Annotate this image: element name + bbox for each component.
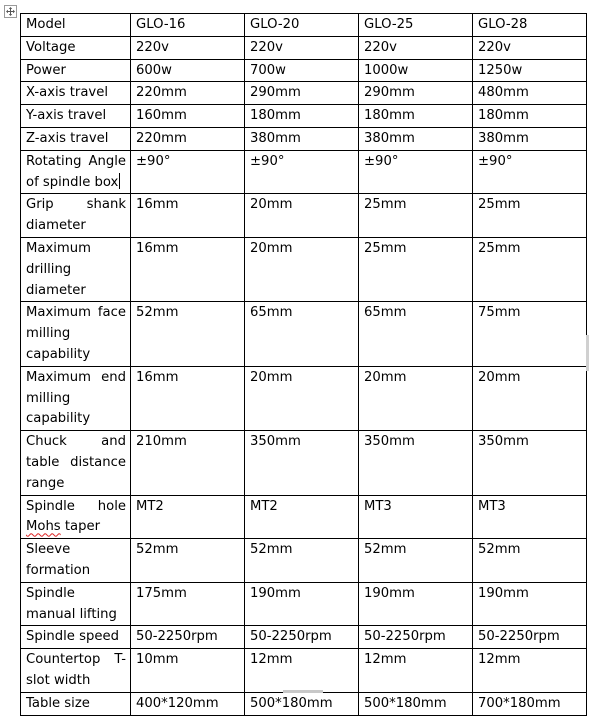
table-row xyxy=(21,495,587,539)
table-cell[interactable]: 25mm xyxy=(473,237,587,301)
table-cell[interactable]: 400*120mm xyxy=(131,692,245,715)
table-cell[interactable]: 380mm xyxy=(245,127,359,150)
table-row xyxy=(21,649,587,693)
row-label[interactable]: Y-axis travel xyxy=(21,105,131,128)
table-cell[interactable]: 190mm xyxy=(473,582,587,626)
bottom-drag-handle[interactable] xyxy=(283,690,323,693)
table-cell[interactable]: 380mm xyxy=(359,127,473,150)
table-cell[interactable]: 180mm xyxy=(359,105,473,128)
row-label-text: Spindle hole Mohs taper xyxy=(26,498,126,535)
table-cell[interactable]: 52mm xyxy=(245,539,359,583)
table-cell[interactable]: 180mm xyxy=(473,105,587,128)
table-cell[interactable]: MT2 xyxy=(131,495,245,539)
table-move-handle-icon[interactable] xyxy=(4,3,17,16)
table-cell[interactable]: 190mm xyxy=(359,582,473,626)
table-cell[interactable]: 350mm xyxy=(359,431,473,495)
row-label[interactable]: Chuck and table distance range xyxy=(21,431,131,495)
table-cell[interactable]: 12mm xyxy=(359,649,473,693)
row-label[interactable]: Voltage xyxy=(21,36,131,59)
table-row xyxy=(21,150,587,194)
table-cell[interactable]: 16mm xyxy=(131,194,245,238)
row-label[interactable]: Sleeve formation xyxy=(21,539,131,583)
table-cell[interactable]: 16mm xyxy=(131,237,245,301)
table-cell[interactable]: 220mm xyxy=(131,127,245,150)
table-row xyxy=(21,36,587,59)
table-cell[interactable]: 380mm xyxy=(473,127,587,150)
row-label[interactable]: Spindle speed xyxy=(21,626,131,649)
row-label[interactable]: Maximum drilling diameter xyxy=(21,237,131,301)
table-cell[interactable]: 700w xyxy=(245,59,359,82)
row-label[interactable]: Countertop T-slot width xyxy=(21,649,131,693)
spec-table xyxy=(20,13,587,716)
text-cursor xyxy=(119,173,120,189)
header-cell[interactable]: GLO-25 xyxy=(359,14,473,37)
table-row xyxy=(21,431,587,495)
header-cell[interactable]: Model xyxy=(21,14,131,37)
table-cell[interactable]: 1250w xyxy=(473,59,587,82)
table-cell[interactable]: 12mm xyxy=(245,649,359,693)
table-cell[interactable]: 20mm xyxy=(473,366,587,430)
table-cell[interactable]: 290mm xyxy=(245,82,359,105)
table-cell[interactable]: 12mm xyxy=(473,649,587,693)
table-cell[interactable]: 160mm xyxy=(131,105,245,128)
table-row xyxy=(21,582,587,626)
table-cell[interactable]: 65mm xyxy=(359,302,473,366)
table-row xyxy=(21,237,587,301)
table-cell[interactable]: 500*180mm xyxy=(245,692,359,715)
table-row xyxy=(21,366,587,430)
table-row xyxy=(21,82,587,105)
row-label[interactable]: Maximum end milling capability xyxy=(21,366,131,430)
row-label[interactable]: Grip shank diameter xyxy=(21,194,131,238)
table-cell[interactable]: 600w xyxy=(131,59,245,82)
table-cell[interactable]: 25mm xyxy=(359,194,473,238)
row-label[interactable]: Table size xyxy=(21,692,131,715)
table-cell[interactable]: 1000w xyxy=(359,59,473,82)
table-cell[interactable]: MT3 xyxy=(473,495,587,539)
table-row xyxy=(21,59,587,82)
table-cell[interactable]: 700*180mm xyxy=(473,692,587,715)
table-cell[interactable]: 25mm xyxy=(473,194,587,238)
header-cell[interactable]: GLO-28 xyxy=(473,14,587,37)
table-cell[interactable]: 75mm xyxy=(473,302,587,366)
row-label[interactable]: Power xyxy=(21,59,131,82)
row-label[interactable]: X-axis travel xyxy=(21,82,131,105)
table-cell[interactable]: 220mm xyxy=(131,82,245,105)
row-label[interactable]: Z-axis travel xyxy=(21,127,131,150)
table-cell[interactable]: ±90° xyxy=(473,150,587,194)
table-row xyxy=(21,105,587,128)
table-row xyxy=(21,302,587,366)
table-cell[interactable]: 20mm xyxy=(245,366,359,430)
table-cell[interactable]: 20mm xyxy=(245,237,359,301)
table-row xyxy=(21,626,587,649)
table-cell[interactable]: 220v xyxy=(473,36,587,59)
table-cell[interactable]: 220v xyxy=(131,36,245,59)
header-cell[interactable]: GLO-16 xyxy=(131,14,245,37)
table-cell[interactable]: 52mm xyxy=(131,539,245,583)
row-label[interactable] xyxy=(21,150,131,194)
table-cell[interactable]: 50-2250rpm xyxy=(473,626,587,649)
spelling-error-underline: Mohs xyxy=(26,519,61,535)
table-cell[interactable]: 350mm xyxy=(245,431,359,495)
table-cell[interactable]: 10mm xyxy=(131,649,245,693)
row-label[interactable]: Spindle manual lifting xyxy=(21,582,131,626)
table-cell[interactable]: 190mm xyxy=(245,582,359,626)
table-cell[interactable]: MT2 xyxy=(245,495,359,539)
table-cell[interactable]: ±90° xyxy=(245,150,359,194)
table-cell[interactable]: MT3 xyxy=(359,495,473,539)
table-cell[interactable]: 50-2250rpm xyxy=(359,626,473,649)
table-row xyxy=(21,127,587,150)
table-header-row xyxy=(21,14,587,37)
table-cell[interactable]: 180mm xyxy=(245,105,359,128)
table-cell[interactable]: 350mm xyxy=(473,431,587,495)
table-cell[interactable]: 50-2250rpm xyxy=(131,626,245,649)
table-cell[interactable]: 220v xyxy=(359,36,473,59)
table-row xyxy=(21,194,587,238)
table-row xyxy=(21,539,587,583)
table-cell[interactable]: 20mm xyxy=(245,194,359,238)
table-cell[interactable]: 175mm xyxy=(131,582,245,626)
row-label[interactable] xyxy=(21,495,131,539)
row-label[interactable]: Maximum face milling capability xyxy=(21,302,131,366)
table-cell[interactable]: 480mm xyxy=(473,82,587,105)
table-cell[interactable]: 50-2250rpm xyxy=(245,626,359,649)
table-cell[interactable]: 220v xyxy=(245,36,359,59)
table-cell[interactable]: 290mm xyxy=(359,82,473,105)
table-cell[interactable]: 210mm xyxy=(131,431,245,495)
table-cell[interactable]: 52mm xyxy=(131,302,245,366)
table-cell[interactable]: 52mm xyxy=(473,539,587,583)
table-row xyxy=(21,692,587,715)
table-cell[interactable]: ±90° xyxy=(359,150,473,194)
table-cell[interactable]: 16mm xyxy=(131,366,245,430)
table-cell[interactable]: ±90° xyxy=(131,150,245,194)
table-cell[interactable]: 500*180mm xyxy=(359,692,473,715)
header-cell[interactable]: GLO-20 xyxy=(245,14,359,37)
table-cell[interactable]: 52mm xyxy=(359,539,473,583)
table-cell[interactable]: 20mm xyxy=(359,366,473,430)
row-label-text: Rotating Angle of spindle box xyxy=(26,153,126,190)
table-cell[interactable]: 65mm xyxy=(245,302,359,366)
table-cell[interactable]: 25mm xyxy=(359,237,473,301)
